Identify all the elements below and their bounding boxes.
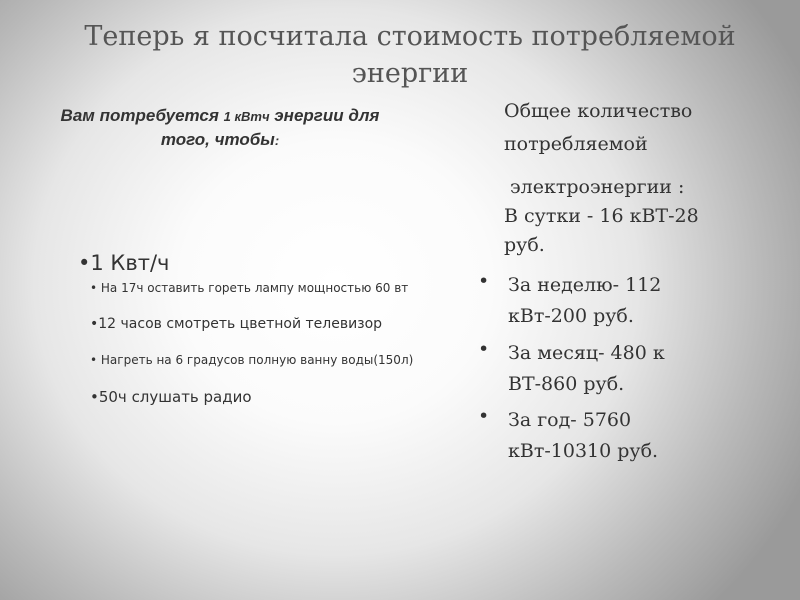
right-item-line1: За неделю- 112 [508,274,662,296]
right-item-line2: ВТ-860 руб. [508,373,625,395]
right-item-line1: За год- 5760 [508,409,632,431]
bullet-dot: • [478,338,490,360]
left-list-item: • Нагреть на 6 градусов полную ванну воды(150л) [90,353,414,367]
left-heading-part2: 1 кВтч [223,109,270,124]
right-intro-line5: руб. [504,234,545,256]
left-list-item: •12 часов смотреть цветной телевизор [90,316,383,332]
right-item-line2: кВт-200 руб. [508,305,634,327]
right-intro-line2: потребляемой [504,133,648,155]
slide-title-line2: энергии [351,58,469,89]
slide-title [60,18,760,92]
left-heading [20,104,420,152]
left-heading-colon: : [274,133,280,148]
right-item-line1: За месяц- 480 к [508,342,665,364]
left-heading-line2: того, чтобы [160,130,275,149]
left-heading-part3: энергии для [269,106,380,125]
left-list-item: •50ч слушать радио [90,388,252,406]
right-intro-line1: Общее количество [504,100,693,122]
main-bullet: •1 Квт/ч [78,251,170,275]
right-intro-line3: электроэнергии : [510,176,685,198]
bullet-dot: • [478,405,490,427]
bullet-dot: • [478,270,490,292]
left-list-item: • На 17ч оставить гореть лампу мощностью 60 вт [90,281,409,295]
right-intro-line4: В сутки - 16 кВТ-28 [504,205,699,227]
left-heading-part1: Вам потребуется [60,106,224,125]
right-item-line2: кВт-10310 руб. [508,440,659,462]
slide-title-line1: Теперь я посчитала стоимость потребляемой [84,21,736,52]
